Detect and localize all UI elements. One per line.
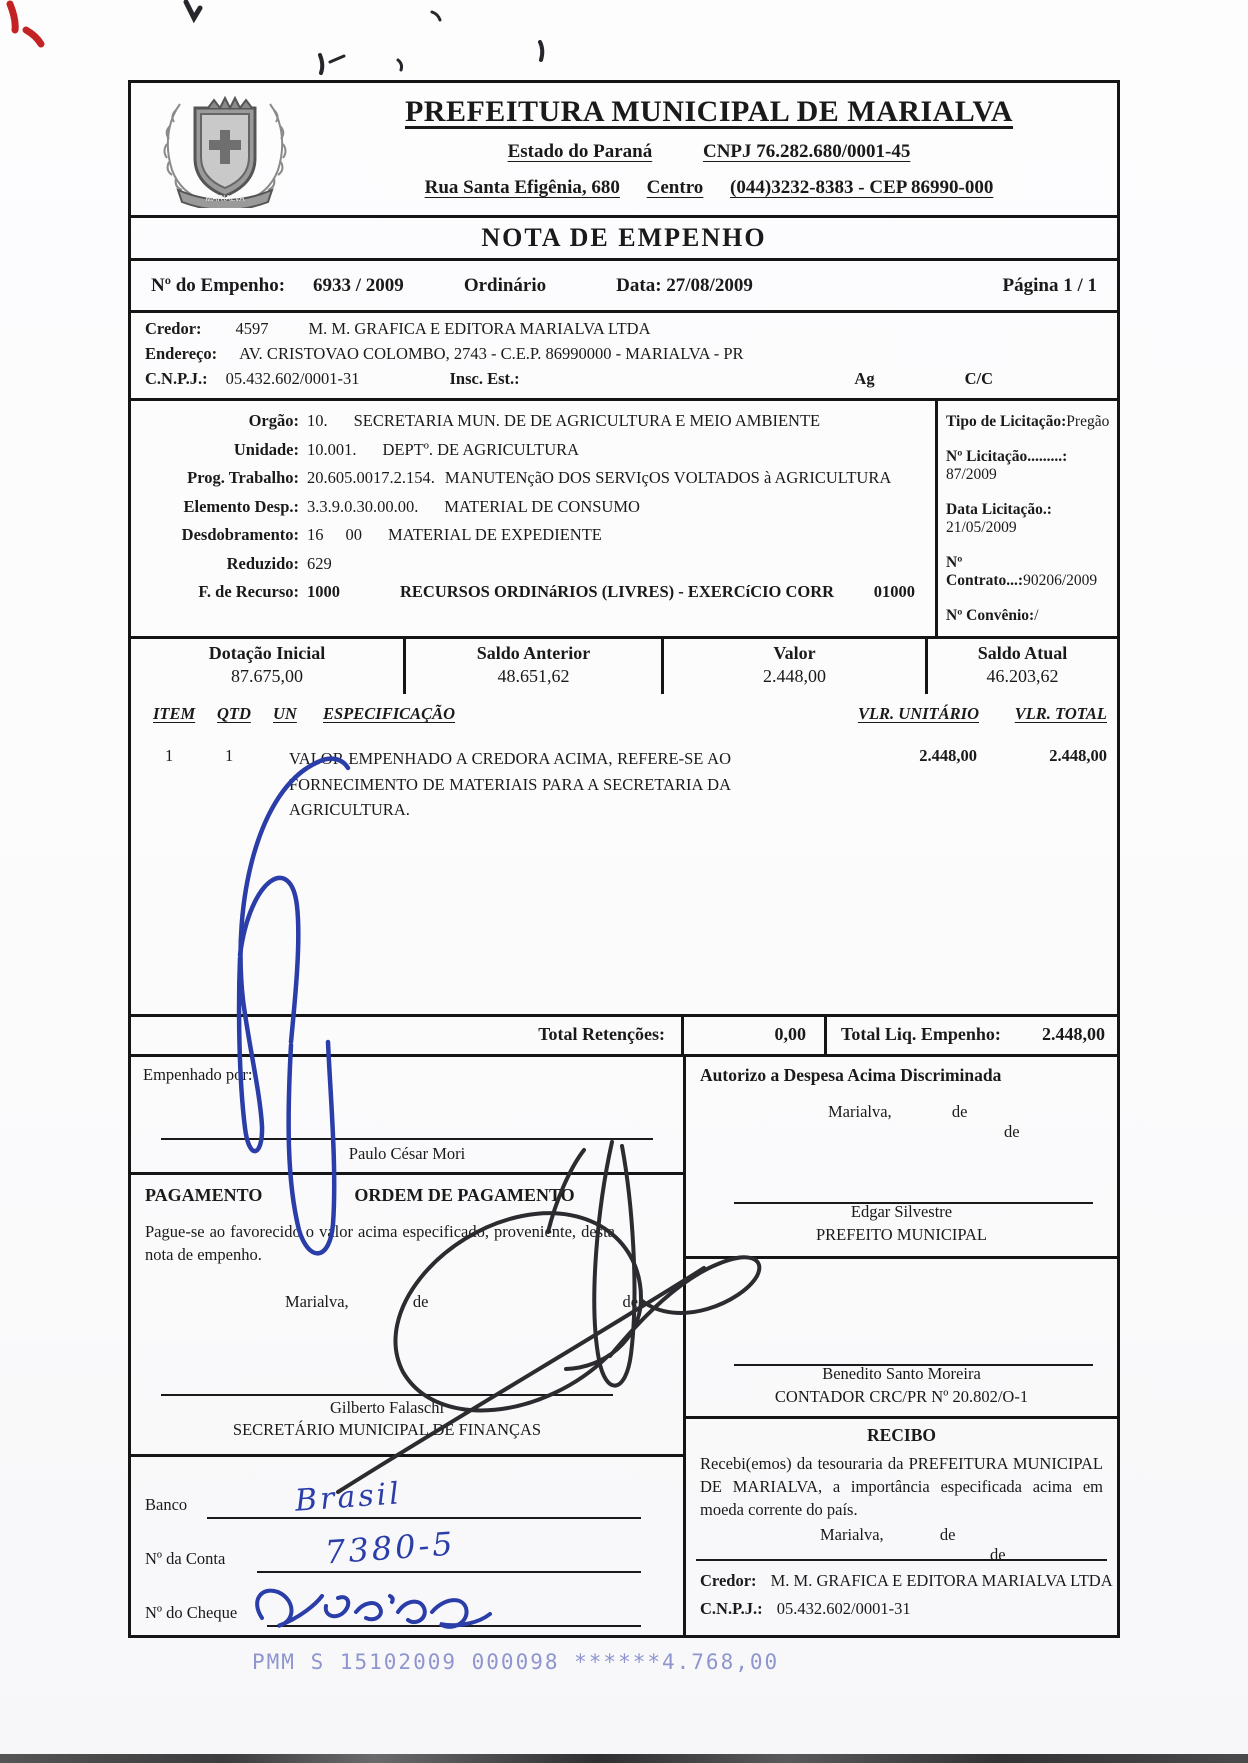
prog-trabalho-desc: MANUTENçãO DOS SERVIçOS VOLTADOS à AGRICULTURA	[444, 468, 892, 487]
red-corner-marks	[10, 4, 41, 44]
saldo-atual-value: 46.203,62	[986, 666, 1059, 686]
vlr-total-col-header: VLR. TOTAL	[1014, 704, 1107, 723]
recibo-signature-line	[696, 1559, 1107, 1561]
pagamento-signer-name: Gilberto Falaschi	[329, 1398, 445, 1418]
creditor-address: AV. CRISTOVAO COLOMBO, 2743 - C.E.P. 86990000 - MARIALVA - PR	[239, 344, 744, 363]
phone-cep: (044)3232-8383 - CEP 86990-000	[730, 177, 994, 198]
creditor-address-label: Endereço:	[145, 344, 218, 363]
coat-of-arms-icon	[150, 90, 300, 208]
pagamento-de2: de	[622, 1292, 639, 1312]
empenho-number-label: Nº do Empenho:	[151, 274, 286, 296]
totals-row	[131, 1014, 1117, 1054]
recibo-credor-name: M. M. GRAFICA E EDITORA MARIALVA LTDA	[770, 1571, 1113, 1590]
elemento-desp-label: Elemento Desp.:	[183, 496, 299, 516]
creditor-cnpj-label: C.N.P.J.:	[145, 369, 208, 388]
elemento-desp-desc: MATERIAL DE CONSUMO	[444, 496, 640, 516]
item-table-header	[131, 694, 1117, 734]
num-convenio-label: Nº Convênio:	[946, 607, 1035, 624]
prog-trabalho-label: Prog. Trabalho:	[187, 468, 299, 487]
recibo-cell	[686, 1419, 1117, 1635]
saldo-atual-header: Saldo Atual	[977, 643, 1068, 663]
saldo-anterior-cell	[403, 639, 661, 694]
recibo-de1: de	[939, 1525, 956, 1545]
prog-trabalho-code: 20.605.0017.2.154.	[307, 468, 435, 487]
empenhado-signer-name: Paulo César Mori	[348, 1144, 466, 1163]
qtd-col-header: QTD	[217, 704, 251, 723]
recibo-credor-line	[700, 1571, 1113, 1591]
contador-signer-name: Benedito Santo Moreira	[822, 1364, 981, 1384]
dot-matrix-validation-line: PMM S 15102009 000098 ******4.768,00	[252, 1650, 780, 1674]
total-liq-value: 2.448,00	[1042, 1024, 1105, 1044]
creditor-cnpj: 05.432.602/0001-31	[225, 369, 360, 388]
item-number: 1	[165, 746, 174, 765]
item-qty: 1	[225, 746, 234, 765]
header-cnpj: CNPJ 76.282.680/0001-45	[702, 141, 911, 162]
municipal-coat-of-arms	[131, 83, 319, 215]
cheque-line	[267, 1625, 641, 1627]
pagamento-de1: de	[412, 1292, 429, 1312]
licitacao-block	[935, 401, 1117, 636]
unidade-label: Unidade:	[233, 439, 299, 459]
cheque-label: Nº do Cheque	[145, 1603, 238, 1622]
autorizo-city: Marialva,	[828, 1102, 892, 1121]
signatures-section	[131, 1054, 1117, 1635]
document-title: NOTA DE EMPENHO	[131, 215, 1117, 258]
tipo-licitacao-label: Tipo de Licitação:	[946, 413, 1067, 430]
item-vlr-unitario: 2.448,00	[919, 746, 977, 765]
num-contrato-value: 90206/2009	[1023, 572, 1098, 589]
address-line	[319, 177, 1099, 199]
autorizo-cell	[686, 1057, 1117, 1259]
scan-bottom-edge	[0, 1754, 1248, 1763]
state-label: Estado do Paraná	[507, 141, 653, 162]
recibo-credor-label: Credor:	[700, 1571, 757, 1590]
creditor-code: 4597	[235, 319, 269, 338]
contador-signer-role: CONTADOR CRC/PR Nº 20.802/O-1	[774, 1386, 1029, 1406]
header-text	[319, 83, 1117, 215]
recibo-city: Marialva,	[820, 1525, 884, 1545]
autorizo-de1: de	[951, 1102, 968, 1121]
street-address: Rua Santa Efigênia, 680	[424, 177, 620, 198]
banco-label: Banco	[145, 1495, 188, 1514]
unidade-desc: DEPTº. DE AGRICULTURA	[382, 439, 580, 459]
espec-col-header: ESPECIFICAÇÃO	[323, 704, 456, 723]
autorizo-signer-role: PREFEITO MUNICIPAL	[816, 1224, 987, 1244]
recibo-title: RECIBO	[866, 1425, 937, 1445]
saldo-anterior-value: 48.651,62	[497, 666, 570, 686]
autorizo-date-line	[828, 1102, 1103, 1142]
autorizo-de2: de	[1004, 1122, 1020, 1141]
page-indicator: Página 1 / 1	[1002, 274, 1097, 296]
recibo-cnpj-label: C.N.P.J.:	[700, 1599, 763, 1618]
dotacao-table	[131, 636, 1117, 694]
bank-details-cell	[131, 1457, 683, 1635]
empenhado-signature-line	[161, 1138, 653, 1140]
pagamento-title: PAGAMENTO	[145, 1185, 263, 1205]
conta-handwriting: 7380-5	[323, 1524, 457, 1572]
num-licitacao-label: Nº Licitação.........:	[946, 448, 1068, 465]
item-col-header: ITEM	[153, 704, 196, 723]
autorizo-title: Autorizo a Despesa Acima Discriminada	[700, 1065, 1002, 1085]
pagamento-text: Pague-se ao favorecido o valor acima especificado, proveniente, desta nota de empenho.	[145, 1222, 615, 1265]
item-description: VALOR EMPENHADO A CREDORA ACIMA, REFERE-SE AO FORNECIMENTO DE MATERIAIS PARA A SECRETARIA DA AGRICULTURA.	[289, 749, 731, 820]
unidade-code: 10.001.	[307, 439, 357, 459]
saldo-atual-cell	[925, 639, 1117, 694]
data-licitacao-value: 21/05/2009	[946, 519, 1017, 536]
empenhado-por-label: Empenhado por:	[143, 1065, 253, 1084]
tipo-licitacao-value: Pregão	[1066, 413, 1110, 430]
vlr-unitario-col-header: VLR. UNITÁRIO	[857, 704, 979, 723]
pagamento-signer-role: SECRETÁRIO MUNICIPAL DE FINANÇAS	[232, 1419, 542, 1439]
pagamento-signature-line	[161, 1394, 613, 1396]
data-licitacao-label: Data Licitação.:	[946, 501, 1052, 518]
recibo-text: Recebi(emos) da tesouraria da PREFEITURA MUNICIPAL DE MARIALVA, a importância especificada acima em moeda corrente do país.	[700, 1454, 1103, 1520]
cheque-row	[145, 1581, 669, 1635]
valor-value: 2.448,00	[763, 666, 826, 686]
empenhado-por-cell	[131, 1057, 683, 1175]
nota-de-empenho-form	[128, 80, 1120, 1638]
creditor-label: Credor:	[145, 319, 202, 338]
dotacao-inicial-cell	[131, 639, 403, 694]
desdobramento-desc: MATERIAL DE EXPEDIENTE	[388, 525, 602, 544]
svg-text:MARIALVA: MARIALVA	[205, 194, 245, 203]
saldo-anterior-header: Saldo Anterior	[476, 643, 591, 663]
contador-signer	[686, 1363, 1117, 1408]
banco-line	[207, 1517, 641, 1519]
num-licitacao-value: 87/2009	[946, 466, 997, 483]
fonte-recurso-label: F. de Recurso:	[198, 582, 299, 601]
orgao-code: 10.	[307, 411, 328, 430]
empenho-type: Ordinário	[463, 274, 547, 296]
num-contrato-label: Nº Contrato...:	[946, 554, 1024, 589]
account-label: C/C	[964, 369, 993, 388]
conta-label: Nº da Conta	[145, 1549, 226, 1568]
conta-line	[257, 1571, 641, 1573]
desdobramento-code: 16	[307, 525, 324, 544]
district: Centro	[646, 177, 704, 198]
municipality-title: PREFEITURA MUNICIPAL DE MARIALVA	[404, 95, 1014, 128]
total-liq-cell	[824, 1017, 1117, 1054]
stray-pen-marks	[186, 2, 542, 73]
creditor-block	[131, 310, 1117, 398]
reduzido-label: Reduzido:	[226, 553, 299, 573]
pagamento-date-line	[285, 1292, 669, 1312]
num-convenio-value: /	[1034, 607, 1039, 624]
pagamento-cell	[131, 1175, 683, 1457]
form-header	[131, 83, 1117, 215]
fonte-recurso-extra: 01000	[873, 582, 915, 601]
banco-row	[145, 1473, 669, 1527]
fonte-recurso-desc: RECURSOS ORDINáRIOS (LIVRES) - EXERCíCIO CORR	[400, 582, 835, 601]
orgao-desc: SECRETARIA MUN. DE DE AGRICULTURA E MEIO AMBIENTE	[353, 411, 821, 430]
autorizo-signer-name: Edgar Silvestre	[850, 1202, 953, 1222]
empenho-date: Data: 27/08/2009	[616, 274, 753, 296]
item-row	[131, 734, 1117, 1014]
pagamento-signer	[131, 1397, 643, 1440]
dotacao-inicial-value: 87.675,00	[231, 666, 303, 686]
recibo-cnpj-value: 05.432.602/0001-31	[776, 1599, 911, 1618]
creditor-name: M. M. GRAFICA E EDITORA MARIALVA LTDA	[308, 319, 651, 338]
desdobramento-code2: 00	[345, 525, 362, 544]
empenho-number-row	[131, 258, 1117, 310]
recibo-de2: de	[990, 1545, 1006, 1565]
budget-classification-block	[131, 398, 1117, 636]
desdobramento-label: Desdobramento:	[181, 525, 299, 544]
un-col-header: UN	[273, 704, 297, 723]
state-cnpj-line	[319, 141, 1099, 163]
elemento-desp-code: 3.3.9.0.30.00.00.	[307, 496, 419, 516]
total-liq-label: Total Liq. Empenho:	[841, 1024, 1001, 1044]
pagamento-city: Marialva,	[285, 1292, 349, 1312]
ordem-pagamento-title: ORDEM DE PAGAMENTO	[354, 1185, 575, 1205]
total-retencoes-value: 0,00	[681, 1017, 824, 1054]
orgao-label: Orgão:	[248, 411, 299, 430]
empenho-number: 6933 / 2009	[313, 274, 404, 296]
contador-cell	[686, 1259, 1117, 1419]
agency-label: Ag	[854, 369, 875, 388]
insc-est-label: Insc. Est.:	[449, 369, 520, 388]
autorizo-signer	[686, 1201, 1117, 1246]
orgao-rows	[131, 401, 935, 636]
dotacao-inicial-header: Dotação Inicial	[208, 643, 326, 663]
recibo-cnpj-line	[700, 1599, 911, 1619]
item-vlr-total: 2.448,00	[1049, 746, 1107, 765]
valor-cell	[661, 639, 925, 694]
valor-header: Valor	[773, 643, 816, 663]
conta-row	[145, 1524, 669, 1581]
banco-handwriting: Brasil	[293, 1476, 403, 1519]
fonte-recurso-code: 1000	[307, 582, 340, 601]
reduzido-code: 629	[307, 553, 332, 573]
total-retencoes-label: Total Retenções:	[538, 1024, 665, 1044]
